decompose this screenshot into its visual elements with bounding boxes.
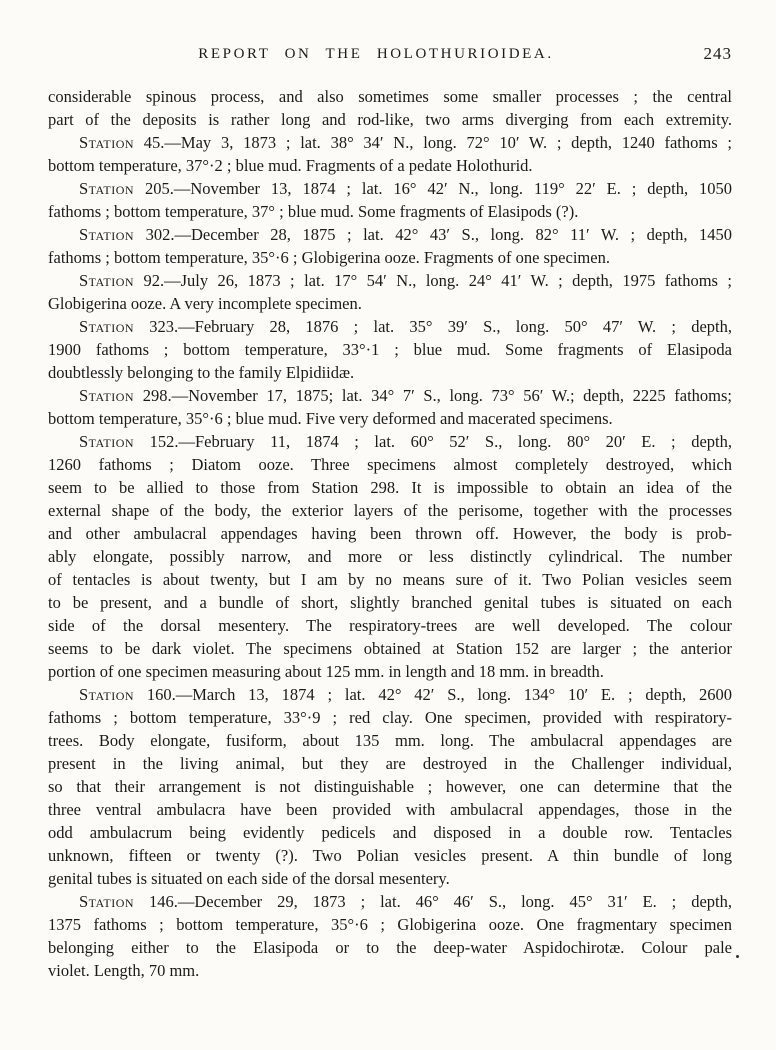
text-line: Station 205.—November 13, 1874 ; lat. 16° 42′ N., long. 119° 22′ E. ; depth, 1050 — [79, 179, 732, 198]
page-header-title: REPORT ON THE HOLOTHURIOIDEA. — [198, 46, 554, 62]
text-line: fathoms ; bottom temperature, 37° ; blue mud. Some fragments of Elasipods (?). — [48, 202, 579, 221]
text-line: violet. Length, 70 mm. — [48, 961, 200, 980]
text-line: belonging either to the Elasipoda or to the deep-water Aspidochirotæ. Colour pale — [48, 938, 732, 957]
text-line: Station 146.—December 29, 1873 ; lat. 46° 46′ S., long. 45° 31′ E. ; depth, — [79, 892, 732, 911]
station-label: Station — [79, 432, 135, 451]
paragraph-station-205 — [48, 177, 732, 223]
text-line: Station 92.—July 26, 1873 ; lat. 17° 54′ N., long. 24° 41′ W. ; depth, 1975 fathoms ; — [79, 271, 732, 290]
text-line: Station 45.—May 3, 1873 ; lat. 38° 34′ N., long. 72° 10′ W. ; depth, 1240 fathoms ; — [79, 133, 732, 152]
station-label: Station — [79, 225, 135, 244]
paragraph-station-45 — [48, 131, 732, 177]
station-label: Station — [79, 179, 135, 198]
text-line: Globigerina ooze. A very incomplete specimen. — [48, 294, 362, 313]
text-line: seems to be dark violet. The specimens obtained at Station 152 are larger ; the anterior — [48, 639, 732, 658]
text-line: external shape of the body, the exterior layers of the perisome, together with the processes — [48, 501, 732, 520]
text-line: portion of one specimen measuring about 125 mm. in length and 18 mm. in breadth. — [48, 662, 604, 681]
text-line: Station 160.—March 13, 1874 ; lat. 42° 42′ S., long. 134° 10′ E. ; depth, 2600 — [79, 685, 732, 704]
text-line: Station 152.—February 11, 1874 ; lat. 60° 52′ S., long. 80° 20′ E. ; depth, — [79, 432, 732, 451]
text-line: considerable spinous process, and also sometimes some smaller processes ; the central — [48, 87, 732, 106]
paragraph-station-323 — [48, 315, 732, 384]
running-head — [48, 45, 732, 65]
text-line: odd ambulacrum being evidently pedicels and disposed in a double row. Tentacles — [48, 823, 732, 842]
text-line: unknown, fifteen or twenty (?). Two Polian vesicles present. A thin bundle of long — [48, 846, 732, 865]
ink-speck — [736, 955, 739, 958]
station-label: Station — [79, 892, 135, 911]
paragraph-station-302 — [48, 223, 732, 269]
text-line: bottom temperature, 35°·6 ; blue mud. Five very deformed and macerated specimens. — [48, 409, 613, 428]
text-line: and other ambulacral appendages having been thrown off. However, the body is prob- — [48, 524, 732, 543]
text-line: 1260 fathoms ; Diatom ooze. Three specimens almost completely destroyed, which — [48, 455, 732, 474]
text-line: three ventral ambulacra have been provided with ambulacral appendages, those in the — [48, 800, 732, 819]
paragraph-station-92 — [48, 269, 732, 315]
paragraph-station-298 — [48, 384, 732, 430]
text-line: bottom temperature, 37°·2 ; blue mud. Fragments of a pedate Holothurid. — [48, 156, 533, 175]
text-line: side of the dorsal mesentery. The respiratory-trees are well developed. The colour — [48, 616, 732, 635]
text-line: part of the deposits is rather long and rod-like, two arms diverging from each extremity. — [48, 110, 732, 129]
station-label: Station — [79, 685, 135, 704]
paragraph-continuation — [48, 85, 732, 131]
text-line: present in the living animal, but they are destroyed in the Challenger individual, — [48, 754, 732, 773]
text-line: seem to be allied to those from Station 298. It is impossible to obtain an idea of the — [48, 478, 732, 497]
text-line: 1375 fathoms ; bottom temperature, 35°·6 ; Globigerina ooze. One fragmentary specimen — [48, 915, 732, 934]
text-line: fathoms ; bottom temperature, 33°·9 ; red clay. One specimen, provided with respiratory- — [48, 708, 732, 727]
station-label: Station — [79, 317, 135, 336]
station-label: Station — [79, 386, 135, 405]
paragraph-station-146 — [48, 890, 732, 982]
text-line: 1900 fathoms ; bottom temperature, 33°·1 ; blue mud. Some fragments of Elasipoda — [48, 340, 732, 359]
text-line: so that their arrangement is not distinguishable ; however, one can determine that the — [48, 777, 732, 796]
text-line: Station 298.—November 17, 1875; lat. 34° 7′ S., long. 73° 56′ W.; depth, 2225 fathoms; — [79, 386, 732, 405]
text-line: to be present, and a bundle of short, slightly branched genital tubes is situated on each — [48, 593, 732, 612]
text-line: doubtlessly belonging to the family Elpidiidæ. — [48, 363, 355, 382]
text-line: genital tubes is situated on each side of the dorsal mesentery. — [48, 869, 450, 888]
page-number: 243 — [703, 44, 732, 63]
station-label: Station — [79, 271, 135, 290]
page-body — [48, 85, 732, 982]
paragraph-station-152 — [48, 430, 732, 683]
text-line: Station 302.—December 28, 1875 ; lat. 42° 43′ S., long. 82° 11′ W. ; depth, 1450 — [79, 225, 732, 244]
text-line: of tentacles is about twenty, but I am by no means sure of it. Two Polian vesicles seem — [48, 570, 732, 589]
text-line: Station 323.—February 28, 1876 ; lat. 35° 39′ S., long. 50° 47′ W. ; depth, — [79, 317, 732, 336]
text-line: fathoms ; bottom temperature, 35°·6 ; Globigerina ooze. Fragments of one specimen. — [48, 248, 610, 267]
station-label: Station — [79, 133, 135, 152]
paragraph-station-160 — [48, 683, 732, 890]
text-line: trees. Body elongate, fusiform, about 135 mm. long. The ambulacral appendages are — [48, 731, 732, 750]
text-line: ably elongate, possibly narrow, and more or less distinctly cylindrical. The number — [48, 547, 732, 566]
